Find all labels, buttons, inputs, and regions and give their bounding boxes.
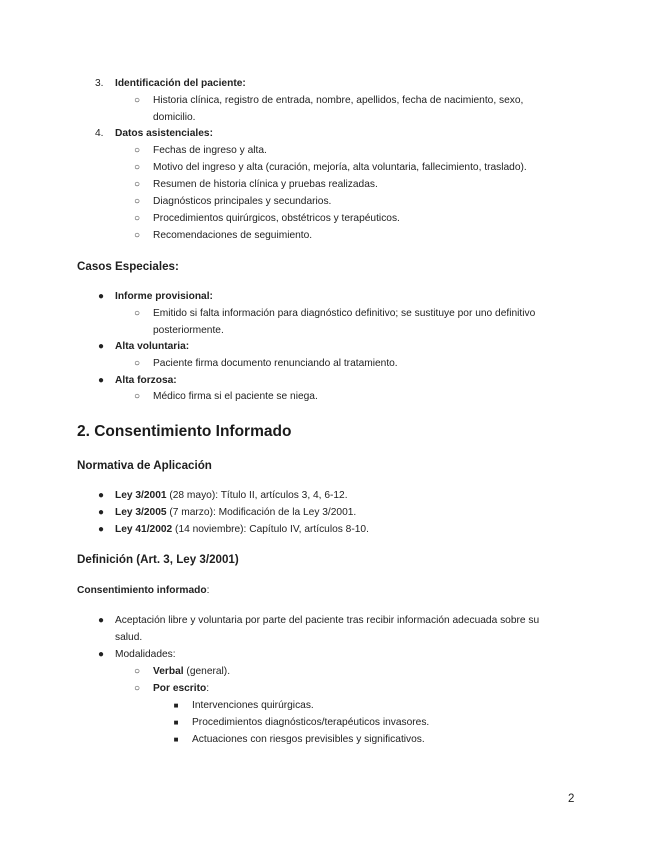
modalidades-label: Modalidades:: [115, 649, 176, 660]
consentimiento-label: Consentimiento informado: [77, 585, 207, 596]
square-bullet-icon: ■: [173, 701, 179, 710]
circle-bullet-icon: ○: [133, 196, 141, 207]
modalidad-escrito: [153, 682, 209, 696]
label-colon: :: [206, 585, 210, 596]
bullet-icon: ●: [97, 524, 105, 535]
list-item: Procedimientos diagnósticos/terapéuticos invasores.: [192, 717, 430, 728]
list-item-continuation: salud.: [115, 632, 143, 643]
law-detail: (28 mayo): Título II, artículos 3, 4, 6-12.: [166, 490, 348, 501]
circle-bullet-icon: ○: [133, 179, 141, 190]
bullet-icon: ●: [97, 490, 105, 501]
list-item: Paciente firma documento renunciando al tratamiento.: [153, 358, 398, 369]
list-item: Diagnósticos principales y secundarios.: [153, 196, 332, 207]
circle-bullet-icon: ○: [133, 683, 141, 694]
circle-bullet-icon: ○: [133, 162, 141, 173]
circle-bullet-icon: ○: [133, 230, 141, 241]
law-detail: (7 marzo): Modificación de la Ley 3/2001.: [166, 507, 357, 518]
bullet-icon: ●: [97, 649, 105, 660]
list-number-3: 3.: [95, 78, 104, 89]
list-item: Recomendaciones de seguimiento.: [153, 230, 313, 241]
circle-bullet-icon: ○: [133, 391, 141, 402]
list-item: Médico firma si el paciente se niega.: [153, 391, 318, 402]
circle-bullet-icon: ○: [133, 213, 141, 224]
list-item: Emitido si falta información para diagnóstico definitivo; se sustituye por uno definitivo: [153, 308, 536, 319]
circle-bullet-icon: ○: [133, 358, 141, 369]
bullet-icon: ●: [97, 375, 105, 386]
modalidad-detail: (general).: [183, 666, 231, 677]
definicion-label: [77, 584, 209, 598]
normativa-heading: Normativa de Aplicación: [77, 459, 212, 472]
law-item: [115, 523, 369, 537]
list-item-continuation: domicilio.: [153, 112, 196, 123]
list-item: Fechas de ingreso y alta.: [153, 145, 267, 156]
list-number-4: 4.: [95, 128, 104, 139]
square-bullet-icon: ■: [173, 718, 179, 727]
list-item: Resumen de historia clínica y pruebas realizadas.: [153, 179, 378, 190]
modalidad-name: Verbal: [153, 666, 184, 677]
page-number: 2: [568, 793, 575, 805]
law-item: [115, 506, 356, 520]
modalidad-name: Por escrito: [153, 683, 207, 694]
law-item: [115, 489, 348, 503]
bullet-icon: ●: [97, 507, 105, 518]
list-item: Historia clínica, registro de entrada, nombre, apellidos, fecha de nacimiento, sexo,: [153, 95, 524, 106]
list-title-identificacion: Identificación del paciente:: [115, 78, 246, 89]
bullet-icon: ●: [97, 615, 105, 626]
list-item-continuation: posteriormente.: [153, 325, 224, 336]
list-title-datos: Datos asistenciales:: [115, 128, 213, 139]
caso-title-informe-provisional: Informe provisional:: [115, 291, 213, 302]
modalidad-detail: :: [206, 683, 210, 694]
caso-title-alta-voluntaria: Alta voluntaria:: [115, 341, 190, 352]
list-item: Actuaciones con riesgos previsibles y significativos.: [192, 734, 425, 745]
bullet-icon: ●: [97, 291, 105, 302]
circle-bullet-icon: ○: [133, 145, 141, 156]
list-item: Motivo del ingreso y alta (curación, mejoría, alta voluntaria, fallecimiento, traslado).: [153, 162, 527, 173]
list-item: Aceptación libre y voluntaria por parte del paciente tras recibir información adecuada sobre su: [115, 615, 540, 626]
law-name: Ley 3/2005: [115, 507, 167, 518]
circle-bullet-icon: ○: [133, 95, 141, 106]
list-item: Procedimientos quirúrgicos, obstétricos y terapéuticos.: [153, 213, 400, 224]
section-title-consentimiento: 2. Consentimiento Informado: [77, 423, 292, 440]
modalidad-verbal: [153, 665, 230, 679]
caso-title-alta-forzosa: Alta forzosa:: [115, 375, 177, 386]
law-name: Ley 41/2002: [115, 524, 173, 535]
casos-especiales-heading: Casos Especiales:: [77, 260, 179, 273]
list-item: Intervenciones quirúrgicas.: [192, 700, 314, 711]
circle-bullet-icon: ○: [133, 666, 141, 677]
bullet-icon: ●: [97, 341, 105, 352]
square-bullet-icon: ■: [173, 735, 179, 744]
law-name: Ley 3/2001: [115, 490, 167, 501]
law-detail: (14 noviembre): Capítulo IV, artículos 8-10.: [172, 524, 369, 535]
circle-bullet-icon: ○: [133, 308, 141, 319]
definicion-heading: Definición (Art. 3, Ley 3/2001): [77, 553, 239, 566]
